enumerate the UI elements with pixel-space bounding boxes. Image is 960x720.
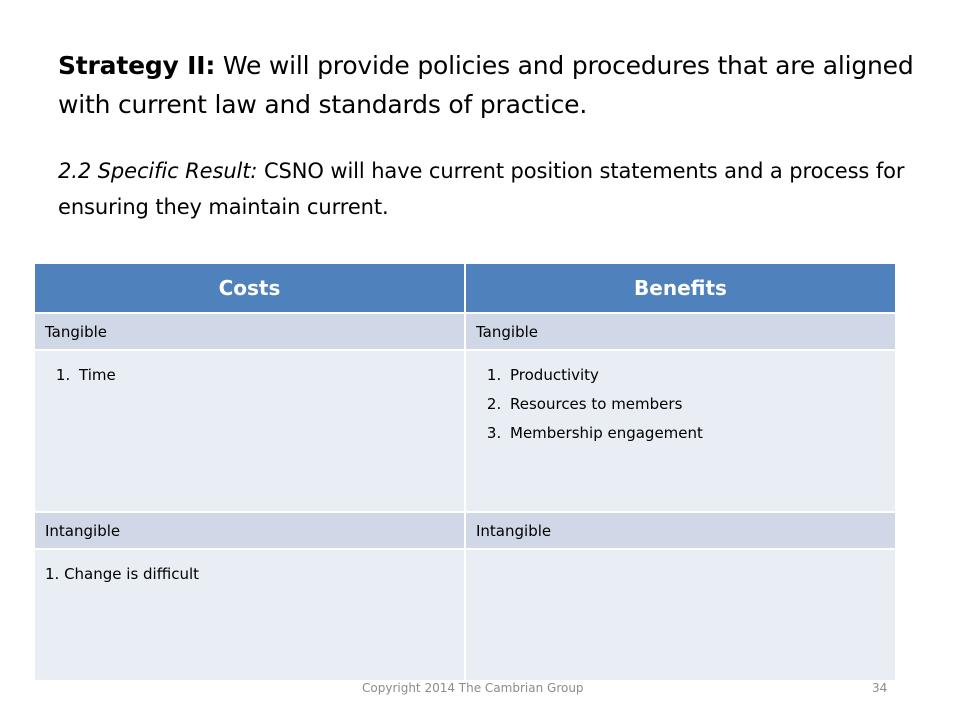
tangible-costs-cell (34, 350, 465, 512)
list-item: 3. Membership engagement (506, 419, 885, 448)
slide-title (58, 46, 928, 124)
copyright-text: Copyright 2014 The Cambrian Group (362, 681, 584, 695)
tangible-label-row (34, 313, 896, 350)
intangible-benefits-cell (465, 549, 896, 681)
costs-intangible-label: Intangible (34, 512, 465, 549)
list-item: 1. Time (75, 361, 454, 390)
intangible-costs-cell (34, 549, 465, 681)
title-strategy-label: Strategy II: (58, 51, 216, 80)
intangible-content-row (34, 549, 896, 681)
header-costs: Costs (34, 263, 465, 313)
benefits-tangible-label: Tangible (465, 313, 896, 350)
title-text: We will provide policies and procedures that are aligned with current law and standards of practice. (58, 51, 914, 119)
intangible-cost-item: 1. Change is difficult (45, 565, 200, 583)
tangible-content-row (34, 350, 896, 512)
tangible-costs-list (45, 361, 454, 390)
header-benefits: Benefits (465, 263, 896, 313)
slide-subtitle (58, 153, 928, 225)
intangible-label-row (34, 512, 896, 549)
list-item: 1. Productivity (506, 361, 885, 390)
cost-benefit-table (33, 262, 897, 682)
subtitle-text: CSNO will have current position statements and a process for ensuring they maintain current. (58, 159, 905, 219)
costs-tangible-label: Tangible (34, 313, 465, 350)
subtitle-result-label: 2.2 Specific Result: (58, 159, 258, 183)
table-header-row (34, 263, 896, 313)
tangible-benefits-list (476, 361, 885, 448)
tangible-benefits-cell (465, 350, 896, 512)
benefits-intangible-label: Intangible (465, 512, 896, 549)
list-item: 2. Resources to members (506, 390, 885, 419)
page-number: 34 (872, 681, 888, 695)
